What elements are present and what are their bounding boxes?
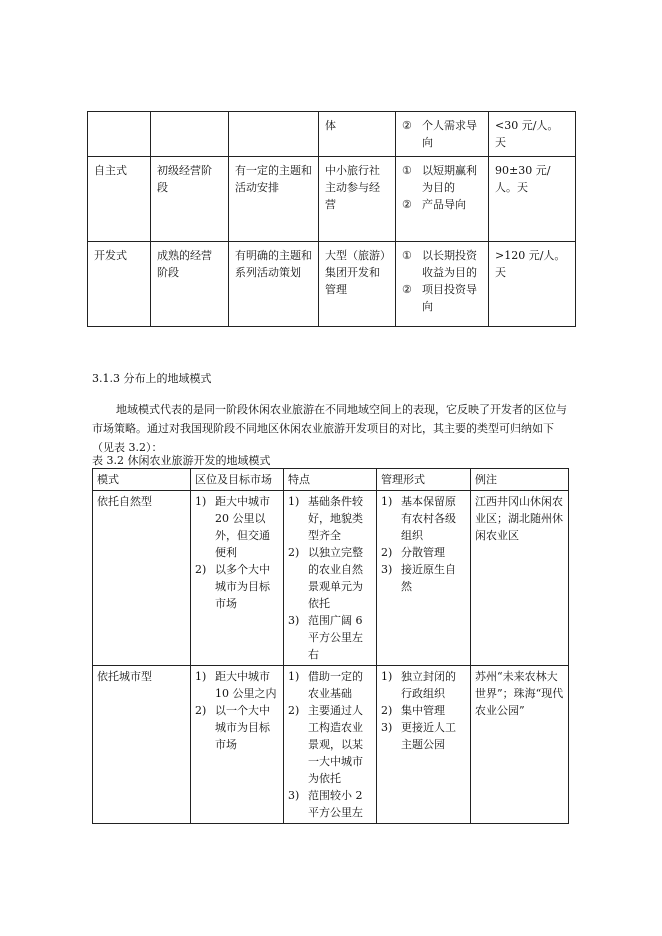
location-cell [191,666,284,824]
list-item [402,281,482,315]
list-item [381,493,466,544]
stage-cell [151,112,229,157]
activity-cell: 有一定的主题和活动安排 [229,157,319,242]
operator-cell: 体 [319,112,396,157]
list-item [381,719,466,753]
list-number: ① [402,164,412,177]
list-item [402,196,482,213]
regional-mode-table [92,468,569,824]
list-text: 分散管理 [401,546,445,559]
list-text: 以长期投资收益为目的 [422,249,477,279]
list-text: 以短期赢利为目的 [422,164,477,194]
list-text: 距大中城市 10 公里之内 [215,670,277,700]
list-item [288,668,372,702]
list-number: 2) [288,546,300,559]
list-number: 3) [381,721,393,734]
features-cell [284,666,377,824]
list-text: 基础条件较好，地貌类型齐全 [308,495,363,542]
list-text: 更接近人工主题公园 [401,721,456,751]
list-item [195,561,279,612]
table-row [88,157,576,242]
activity-cell [229,112,319,157]
list-number: 3) [288,789,300,802]
table-row [93,491,569,666]
list-number: 1) [381,670,393,683]
list-item [402,117,482,151]
mode-cell: 依托自然型 [93,491,191,666]
list-text: 范围广阔 6 平方公里左右 [308,614,363,661]
list-item [288,787,372,821]
list-text: 以一个大中城市为目标市场 [215,704,270,751]
features-cell [284,491,377,666]
list-item [288,702,372,787]
location-cell [191,491,284,666]
list-text: 集中管理 [401,704,445,717]
list-text: 基本保留原有农村各级组织 [401,495,456,542]
list-text: 借助一定的农业基础 [308,670,363,700]
activity-cell: 有明确的主题和系列活动策划 [229,242,319,327]
list-item [402,162,482,196]
list-number: 2) [381,546,393,559]
list-number: 3) [288,614,300,627]
list-text: 独立封闭的行政组织 [401,670,456,700]
list-text: 项目投资导向 [422,283,477,313]
price-cell: 90±30 元/人。天 [489,157,576,242]
list-text: 产品导向 [422,198,466,211]
list-item [381,544,466,561]
list-text: 接近原生自然 [401,563,456,593]
list-number: 1) [195,670,207,683]
price-cell: >120 元/人。天 [489,242,576,327]
list-text: 以多个大中城市为目标市场 [215,563,270,610]
demand-cell [396,157,489,242]
list-item [381,668,466,702]
list-number: 3) [381,563,393,576]
table-caption: 表 3.2 休闲农业旅游开发的地域模式 [92,454,271,467]
list-number: 2) [195,563,207,576]
list-number: 2) [381,704,393,717]
column-header: 例注 [471,469,569,491]
list-number: 2) [288,704,300,717]
list-number: 1) [381,495,393,508]
examples-cell: 苏州“未来农林大世界”；珠海“现代农业公园” [471,666,569,824]
table-row [93,666,569,824]
table-row [88,112,576,157]
list-item [402,247,482,281]
operator-cell: 大型（旅游）集团开发和管理 [319,242,396,327]
list-text: 以独立完整的农业自然景观单元为依托 [308,546,363,610]
mode-cell: 开发式 [88,242,151,327]
development-mode-table [87,111,576,327]
demand-cell [396,112,489,157]
list-item [195,493,279,561]
list-text: 个人需求导向 [422,119,477,149]
examples-cell: 江西井冈山休闲农业区；湖北随州休闲农业区 [471,491,569,666]
list-item [195,668,279,702]
list-number: ② [402,119,412,132]
table-row [88,242,576,327]
list-number: ② [402,198,412,211]
list-item [288,544,372,612]
list-item [381,702,466,719]
list-number: 2) [195,704,207,717]
column-header: 区位及目标市场 [191,469,284,491]
management-cell [377,491,471,666]
list-item [195,702,279,753]
list-item [381,561,466,595]
section-heading: 3.1.3 分布上的地域模式 [92,372,212,385]
table-header-row [93,469,569,491]
management-cell [377,666,471,824]
list-number: ① [402,249,412,262]
column-header: 特点 [284,469,377,491]
mode-cell: 依托城市型 [93,666,191,824]
mode-cell [88,112,151,157]
mode-cell: 自主式 [88,157,151,242]
list-number: 1) [288,670,300,683]
list-number: ② [402,283,412,296]
price-cell: <30 元/人。天 [489,112,576,157]
column-header: 管理形式 [377,469,471,491]
operator-cell: 中小旅行社主动参与经营 [319,157,396,242]
list-number: 1) [195,495,207,508]
list-item [288,493,372,544]
list-text: 范围较小 2 平方公里左 [308,789,363,819]
stage-cell: 初级经营阶段 [151,157,229,242]
column-header: 模式 [93,469,191,491]
list-text: 主要通过人工构造农业景观，以某一大中城市为依托 [308,704,363,785]
demand-cell [396,242,489,327]
body-paragraph: 地域模式代表的是同一阶段休闲农业旅游在不同地域空间上的表现，它反映了开发者的区位与市场策略。通过对我国现阶段不同地区休闲农业旅游开发项目的对比，其主要的类型可归纳如下（见表 3.2）： [92,403,567,454]
list-text: 距大中城市 20 公里以外，但交通便利 [215,495,270,559]
list-item [288,612,372,663]
stage-cell: 成熟的经营阶段 [151,242,229,327]
list-number: 1) [288,495,300,508]
